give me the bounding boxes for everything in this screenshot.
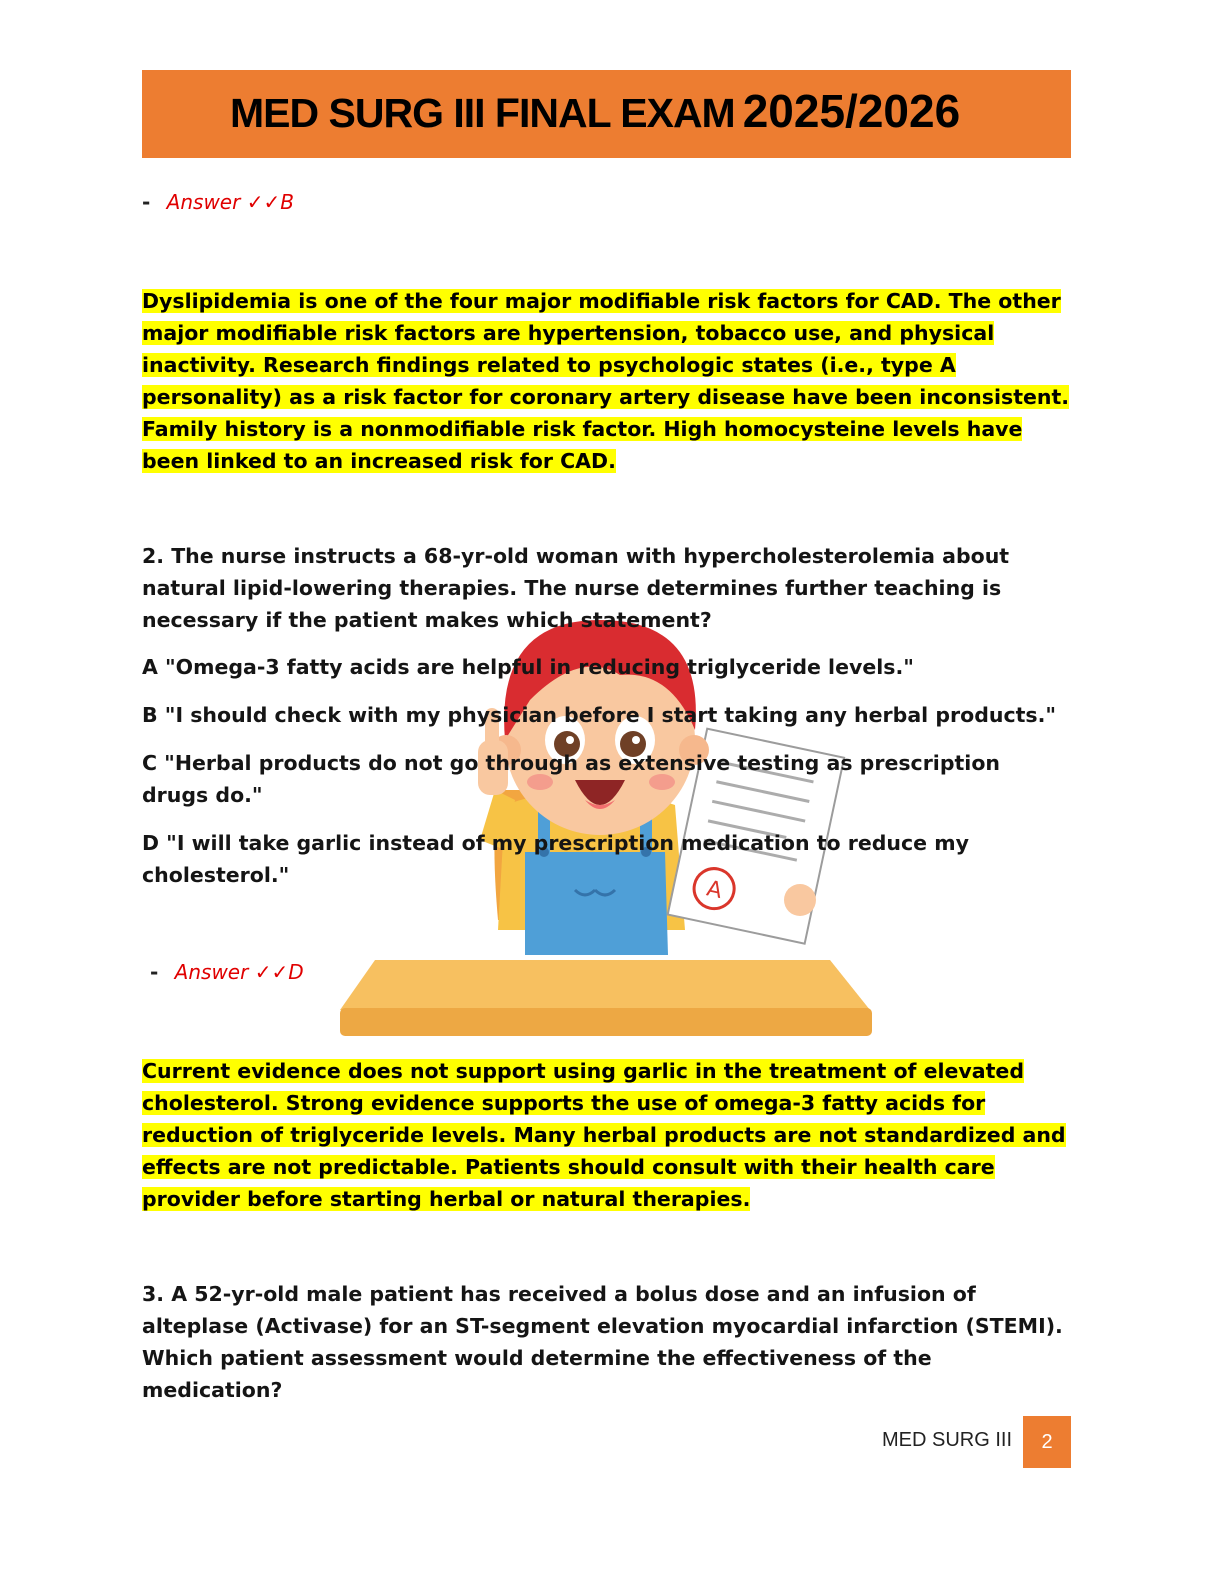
rationale-1	[142, 285, 1072, 477]
page-number: 2	[1023, 1416, 1071, 1468]
question-3-stem: 3. A 52-yr-old male patient has received a bolus dose and an infusion of alteplase (Activase) for an ST-segment elevation myocardial infarction (STEMI). Which patient assessment would determine the effectiveness of the medication?	[142, 1282, 1063, 1402]
title-year: 2025/2026	[742, 85, 961, 137]
option-d: D "I will take garlic instead of my prescription medication to reduce my cholesterol."	[142, 831, 969, 887]
answer-text: Answer ✓✓D	[174, 960, 304, 984]
answer-text: Answer ✓✓B	[166, 190, 294, 214]
rationale-2	[142, 1055, 1072, 1215]
rationale-1-text: Dyslipidemia is one of the four major modifiable risk factors for CAD. The other major modifiable risk factors are hypertension, tobacco use, and physical inactivity. Research findings related to psychologic states (i.e., type A personality) as a risk factor for coronary artery disease have been inconsistent. Family history is a nonmodifiable risk factor. High homocysteine levels have been linked to an increased risk for CAD.	[142, 289, 1070, 473]
title-text: MED SURG III FINAL EXAM	[230, 90, 735, 136]
header-bar	[142, 70, 1071, 158]
option-b: B "I should check with my physician before I start taking any herbal products."	[142, 703, 1057, 727]
grade-badge: A	[704, 876, 725, 904]
page-title	[230, 84, 960, 138]
footer-label: MED SURG III	[882, 1429, 1013, 1451]
option-a: A "Omega-3 fatty acids are helpful in reducing triglyceride levels."	[142, 655, 914, 679]
answer-1	[142, 190, 294, 214]
answer-dash: -	[150, 960, 159, 984]
option-c: C "Herbal products do not go through as extensive testing as prescription drugs do."	[142, 751, 1001, 807]
question-2-stem: 2. The nurse instructs a 68-yr-old woman with hypercholesterolemia about natural lipid-lowering therapies. The nurse determines further teaching is necessary if the patient makes which statement?	[142, 544, 1010, 632]
answer-dash: -	[142, 190, 151, 214]
rationale-2-text: Current evidence does not support using garlic in the treatment of elevated cholesterol. Strong evidence supports the use of omega-3 fatty acids for reduction of triglyceride levels. Many herbal products are not standardized and effects are not predictable. Patients should consult with their health care provider before starting herbal or natural therapies.	[142, 1059, 1066, 1211]
answer-2	[150, 960, 304, 984]
